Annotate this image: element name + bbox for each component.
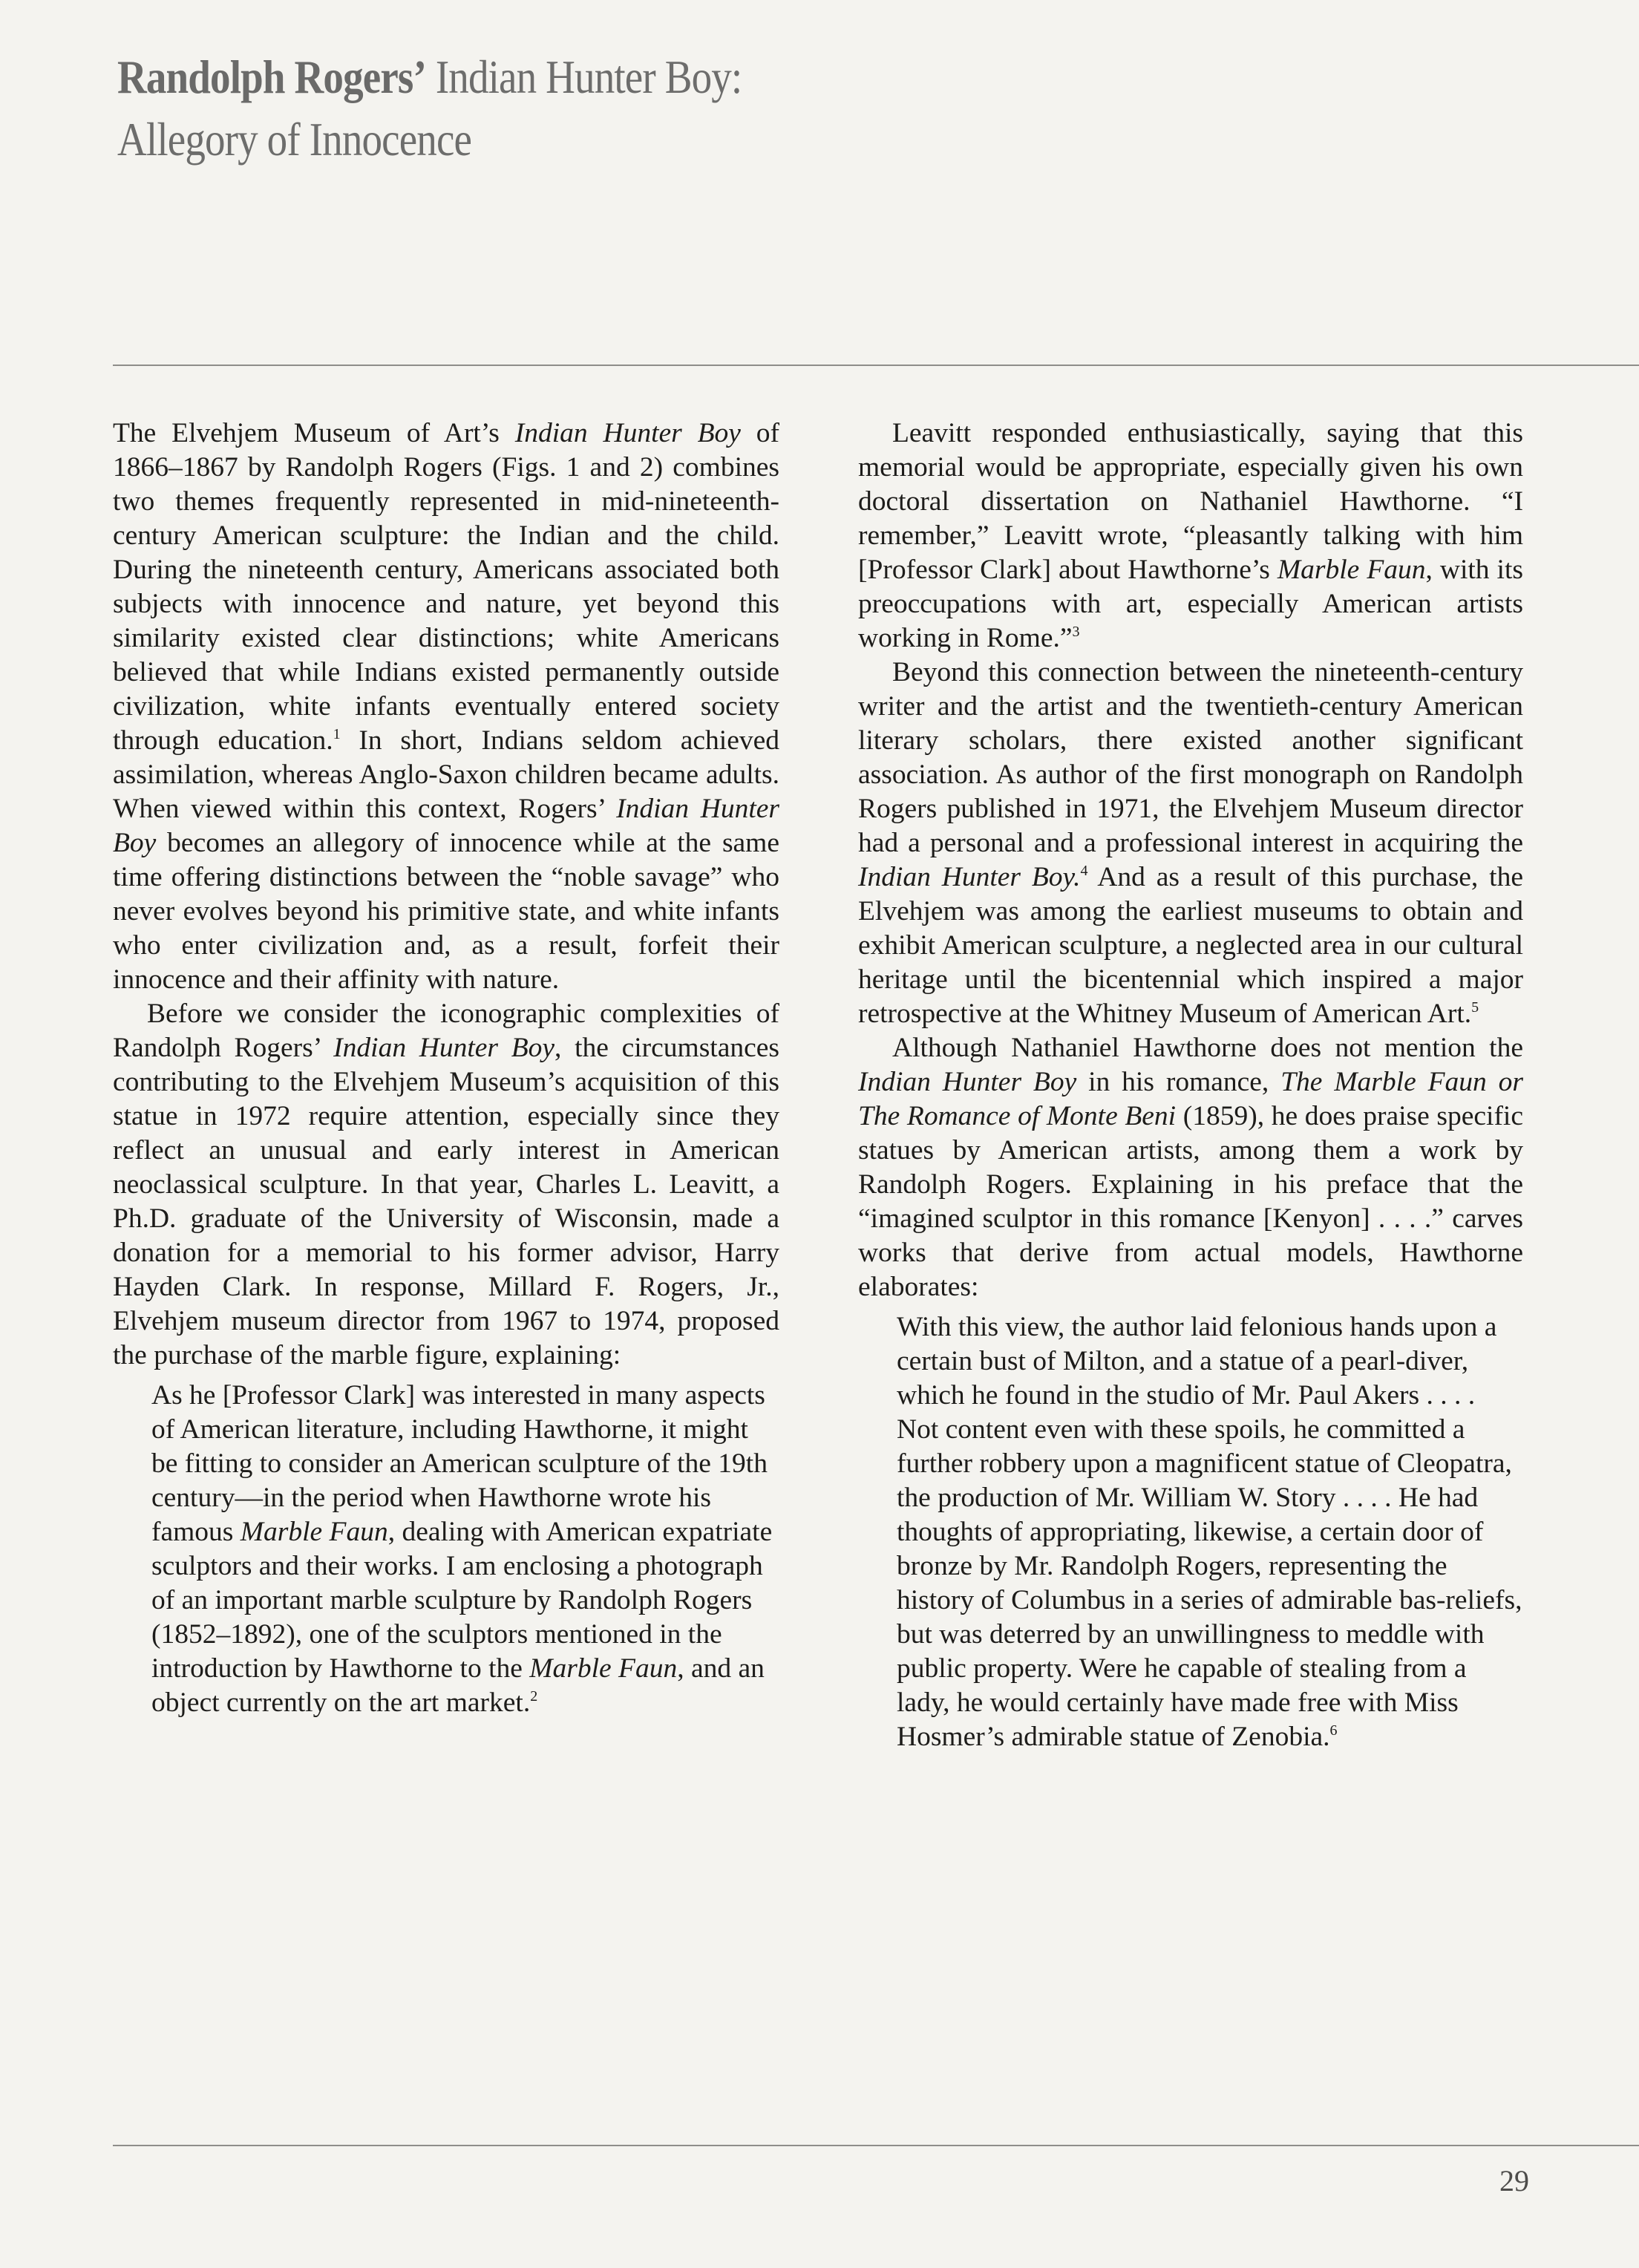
paragraph [858, 656, 1523, 1031]
text: Before we consider the iconographic complexities of Randolph Rogers’ [113, 999, 779, 1063]
text: Beyond this connection between the nineteenth-century writer and the artist and the twentieth-century American literary scholars, there existed another significant association. As author of the first monograph on Randolph Rogers published in 1971, the Elvehjem Museum director had a personal and a professional interest in acquiring the [858, 657, 1523, 858]
italic-title: Indian Hunter Boy [113, 794, 779, 858]
italic-title: Marble Faun [240, 1517, 388, 1547]
italic-title: Marble Faun [1277, 555, 1426, 585]
text: With this view, the author laid felonious hands upon a certain bust of Milton, and a statue of a pearl-diver, which he found in the studio of Mr. Paul Akers . . . . Not content even with these spoils, he committed a further robbery upon a magnificent statue of Cleopatra, the production of Mr. William W. Story . . . . He had thoughts of appropriating, likewise, a certain door of bronze by Mr. Randolph Rogers, representing the history of Columbus in a series of admirable bas-reliefs, but was deterred by an unwillingness to meddle with public property. Were he capable of stealing from a lady, he would certainly have made free with Miss Hosmer’s admirable statue of Zenobia. [897, 1312, 1522, 1752]
paragraph [113, 416, 779, 997]
text: The Elvehjem Museum of Art’s [113, 418, 515, 448]
italic-title: Indian Hunter Boy. [858, 862, 1081, 892]
text: Leavitt responded enthusiastically, saying that this memorial would be appropriate, especially given his own doctoral dissertation on Nathaniel Hawthorne. “I remember,” Leavitt wrote, “pleasantly talking with him [Professor Clark] about Hawthorne’s [858, 418, 1523, 585]
bottom-divider [113, 2145, 1639, 2146]
paragraph [858, 416, 1523, 656]
footnote-ref: 5 [1471, 999, 1479, 1016]
page-number: 29 [1499, 2164, 1529, 2197]
text: As he [Professor Clark] was interested in many aspects of American literature, including Hawthorne, it might be fitting to consider an American sculpture of the 19th century—in the period when Hawthorne wrote his famous [151, 1380, 768, 1547]
text: , and an object currently on the art market. [151, 1653, 765, 1718]
footnote-ref: 6 [1329, 1722, 1338, 1739]
quote-text [897, 1310, 1523, 1754]
text: And as a result of this purchase, the Elvehjem was among the earliest museums to obtain and exhibit American sculpture, a neglected area in our cultural heritage until the bicentennial which inspired a major retrospective at the Whitney Museum of American Art. [858, 862, 1523, 1029]
footnote-ref: 4 [1080, 863, 1088, 879]
article-title [117, 46, 1139, 171]
footnote-ref: 1 [333, 726, 341, 742]
text: of 1866–1867 by Randolph Rogers (Figs. 1 and 2) combines two themes frequently represented in mid-nineteenth-century American sculpture: the Indian and the child. During the nineteenth century, Americans associated both subjects with innocence and nature, yet beyond this similarity existed clear distinctions; white Americans believed that while Indians existed permanently outside civilization, white infants eventually entered society through education. [113, 418, 779, 756]
block-quote [897, 1310, 1523, 1754]
text: , the circumstances contributing to the Elvehjem Museum’s acquisition of this statue in 1972 require attention, especially since they reflect an unusual and early interest in American neoclassical sculpture. In that year, Charles L. Leavitt, a Ph.D. graduate of the University of Wisconsin, made a donation for a memorial to his former advisor, Harry Hayden Clark. In response, Millard F. Rogers, Jr., Elvehjem museum director from 1967 to 1974, proposed the purchase of the marble figure, explaining: [113, 1033, 779, 1370]
italic-title: Indian Hunter Boy [858, 1067, 1077, 1097]
left-column [113, 416, 779, 1720]
italic-title: Indian Hunter Boy [333, 1033, 555, 1063]
italic-title: The Marble Faun or The Romance of Monte Beni [858, 1067, 1523, 1131]
title-bold: Randolph Rogers’ [117, 50, 426, 103]
block-quote [151, 1379, 779, 1720]
paragraph [858, 1031, 1523, 1304]
top-divider [113, 365, 1639, 366]
text: In short, Indians seldom achieved assimilation, whereas Anglo-Saxon children became adults. When viewed within this context, Rogers’ [113, 725, 779, 824]
footnote-ref: 2 [530, 1688, 538, 1705]
text: in his romance, [1076, 1067, 1281, 1097]
footnote-ref: 3 [1072, 624, 1080, 640]
text: becomes an allegory of innocence while at the same time offering distinctions between the “noble savage” who never evolves beyond his primitive state, and white infants who enter civilization and, as a result, forfeit their innocence and their affinity with nature. [113, 828, 779, 995]
quote-text [151, 1379, 779, 1720]
text: , with its preoccupations with art, especially American artists working in Rome.” [858, 555, 1523, 653]
paragraph [113, 997, 779, 1373]
text: (1859), he does praise specific statues by American artists, among them a work by Randolph Rogers. Explaining in his preface that the “imagined sculptor in this romance [Kenyon] . . . .” carves works that derive from actual models, Hawthorne elaborates: [858, 1101, 1523, 1302]
italic-title: Marble Faun [529, 1653, 678, 1684]
text: , dealing with American expatriate sculptors and their works. I am enclosing a photograph of an important marble sculpture by Randolph Rogers (1852–1892), one of the sculptors mentioned in the introduction by Hawthorne to the [151, 1517, 773, 1684]
title-line1-rest: Indian Hunter Boy: [425, 50, 742, 103]
italic-title: Indian Hunter Boy [514, 418, 741, 448]
text: Although Nathaniel Hawthorne does not mention the [892, 1033, 1523, 1063]
title-line2: Allegory of Innocence [117, 113, 472, 166]
right-column [858, 416, 1523, 1754]
